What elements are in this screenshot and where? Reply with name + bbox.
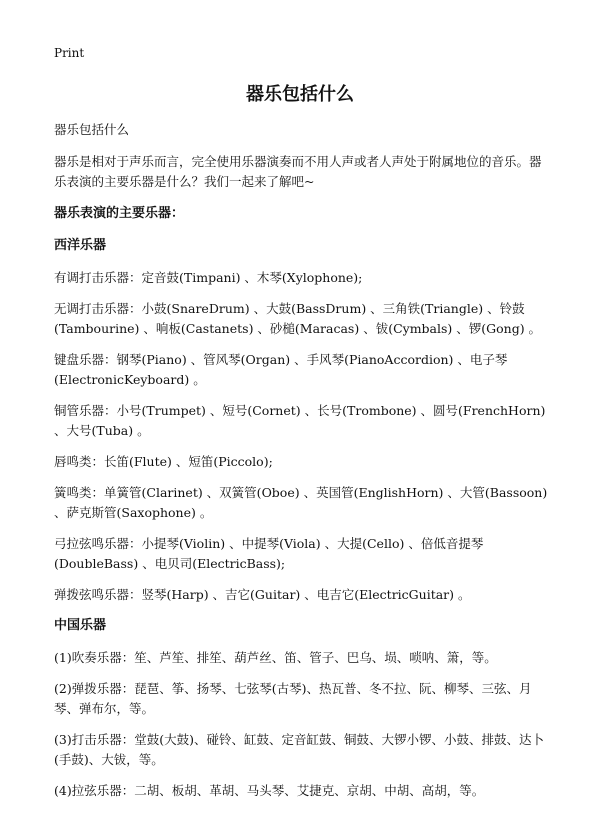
western-item: 弹拨弦鸣乐器：竖琴(Harp) 、吉它(Guitar) 、电吉它(ElectricGuitar) 。 bbox=[54, 587, 471, 602]
western-heading: 西洋乐器 bbox=[54, 238, 107, 253]
article-subtitle: 器乐包括什么 bbox=[54, 122, 130, 137]
chinese-item: (2)弹拨乐器：琵琶、筝、扬琴、七弦琴(古琴)、热瓦普、冬不拉、阮、柳琴、三弦、月琴、弹布尔，等。 bbox=[54, 681, 532, 716]
western-item: 键盘乐器：钢琴(Piano) 、管风琴(Organ) 、手风琴(PianoAccordion) 、电子琴(ElectronicKeyboard) 。 bbox=[54, 352, 508, 387]
main-heading: 器乐表演的主要乐器： bbox=[54, 206, 185, 221]
print-link[interactable]: Print bbox=[54, 46, 85, 60]
chinese-heading: 中国乐器 bbox=[54, 618, 107, 633]
page-title: 器乐包括什么 bbox=[246, 84, 354, 105]
western-item: 无调打击乐器：小鼓(SnareDrum) 、大鼓(BassDrum) 、三角铁(Triangle) 、铃鼓(Tambourine) 、响板(Castanets) 、砂槌(Maracas) 、钹(Cymbals) 、锣(Gong) 。 bbox=[54, 301, 542, 336]
article-body bbox=[54, 120, 548, 812]
chinese-item: (1)吹奏乐器：笙、芦笙、排笙、葫芦丝、笛、管子、巴乌、埙、唢呐、箫，等。 bbox=[54, 650, 497, 665]
western-item: 铜管乐器：小号(Trumpet) 、短号(Cornet) 、长号(Trombone) 、圆号(FrenchHorn) 、大号(Tuba) 。 bbox=[54, 403, 546, 438]
western-item: 唇鸣类：长笛(Flute) 、短笛(Piccolo); bbox=[54, 454, 273, 469]
chinese-item: (4)拉弦乐器：二胡、板胡、革胡、马头琴、艾捷克、京胡、中胡、高胡，等。 bbox=[54, 783, 485, 798]
intro-paragraph: 器乐是相对于声乐而言，完全使用乐器演奏而不用人声或者人声处于附属地位的音乐。器乐表演的主要乐器是什么？我们一起来了解吧~ bbox=[54, 154, 542, 189]
western-item: 弓拉弦鸣乐器：小提琴(Violin) 、中提琴(Viola) 、大提(Cello) 、倍低音提琴(DoubleBass) 、电贝司(ElectricBass); bbox=[54, 536, 484, 571]
western-item: 有调打击乐器：定音鼓(Timpani) 、木琴(Xylophone); bbox=[54, 270, 363, 285]
western-item: 簧鸣类：单簧管(Clarinet) 、双簧管(Oboe) 、英国管(EnglishHorn) 、大管(Bassoon) 、萨克斯管(Saxophone) 。 bbox=[54, 485, 548, 520]
chinese-item: (3)打击乐器：堂鼓(大鼓)、碰铃、缸鼓、定音缸鼓、铜鼓、大锣小锣、小鼓、排鼓、达卜(手鼓)、大钹，等。 bbox=[54, 732, 544, 767]
